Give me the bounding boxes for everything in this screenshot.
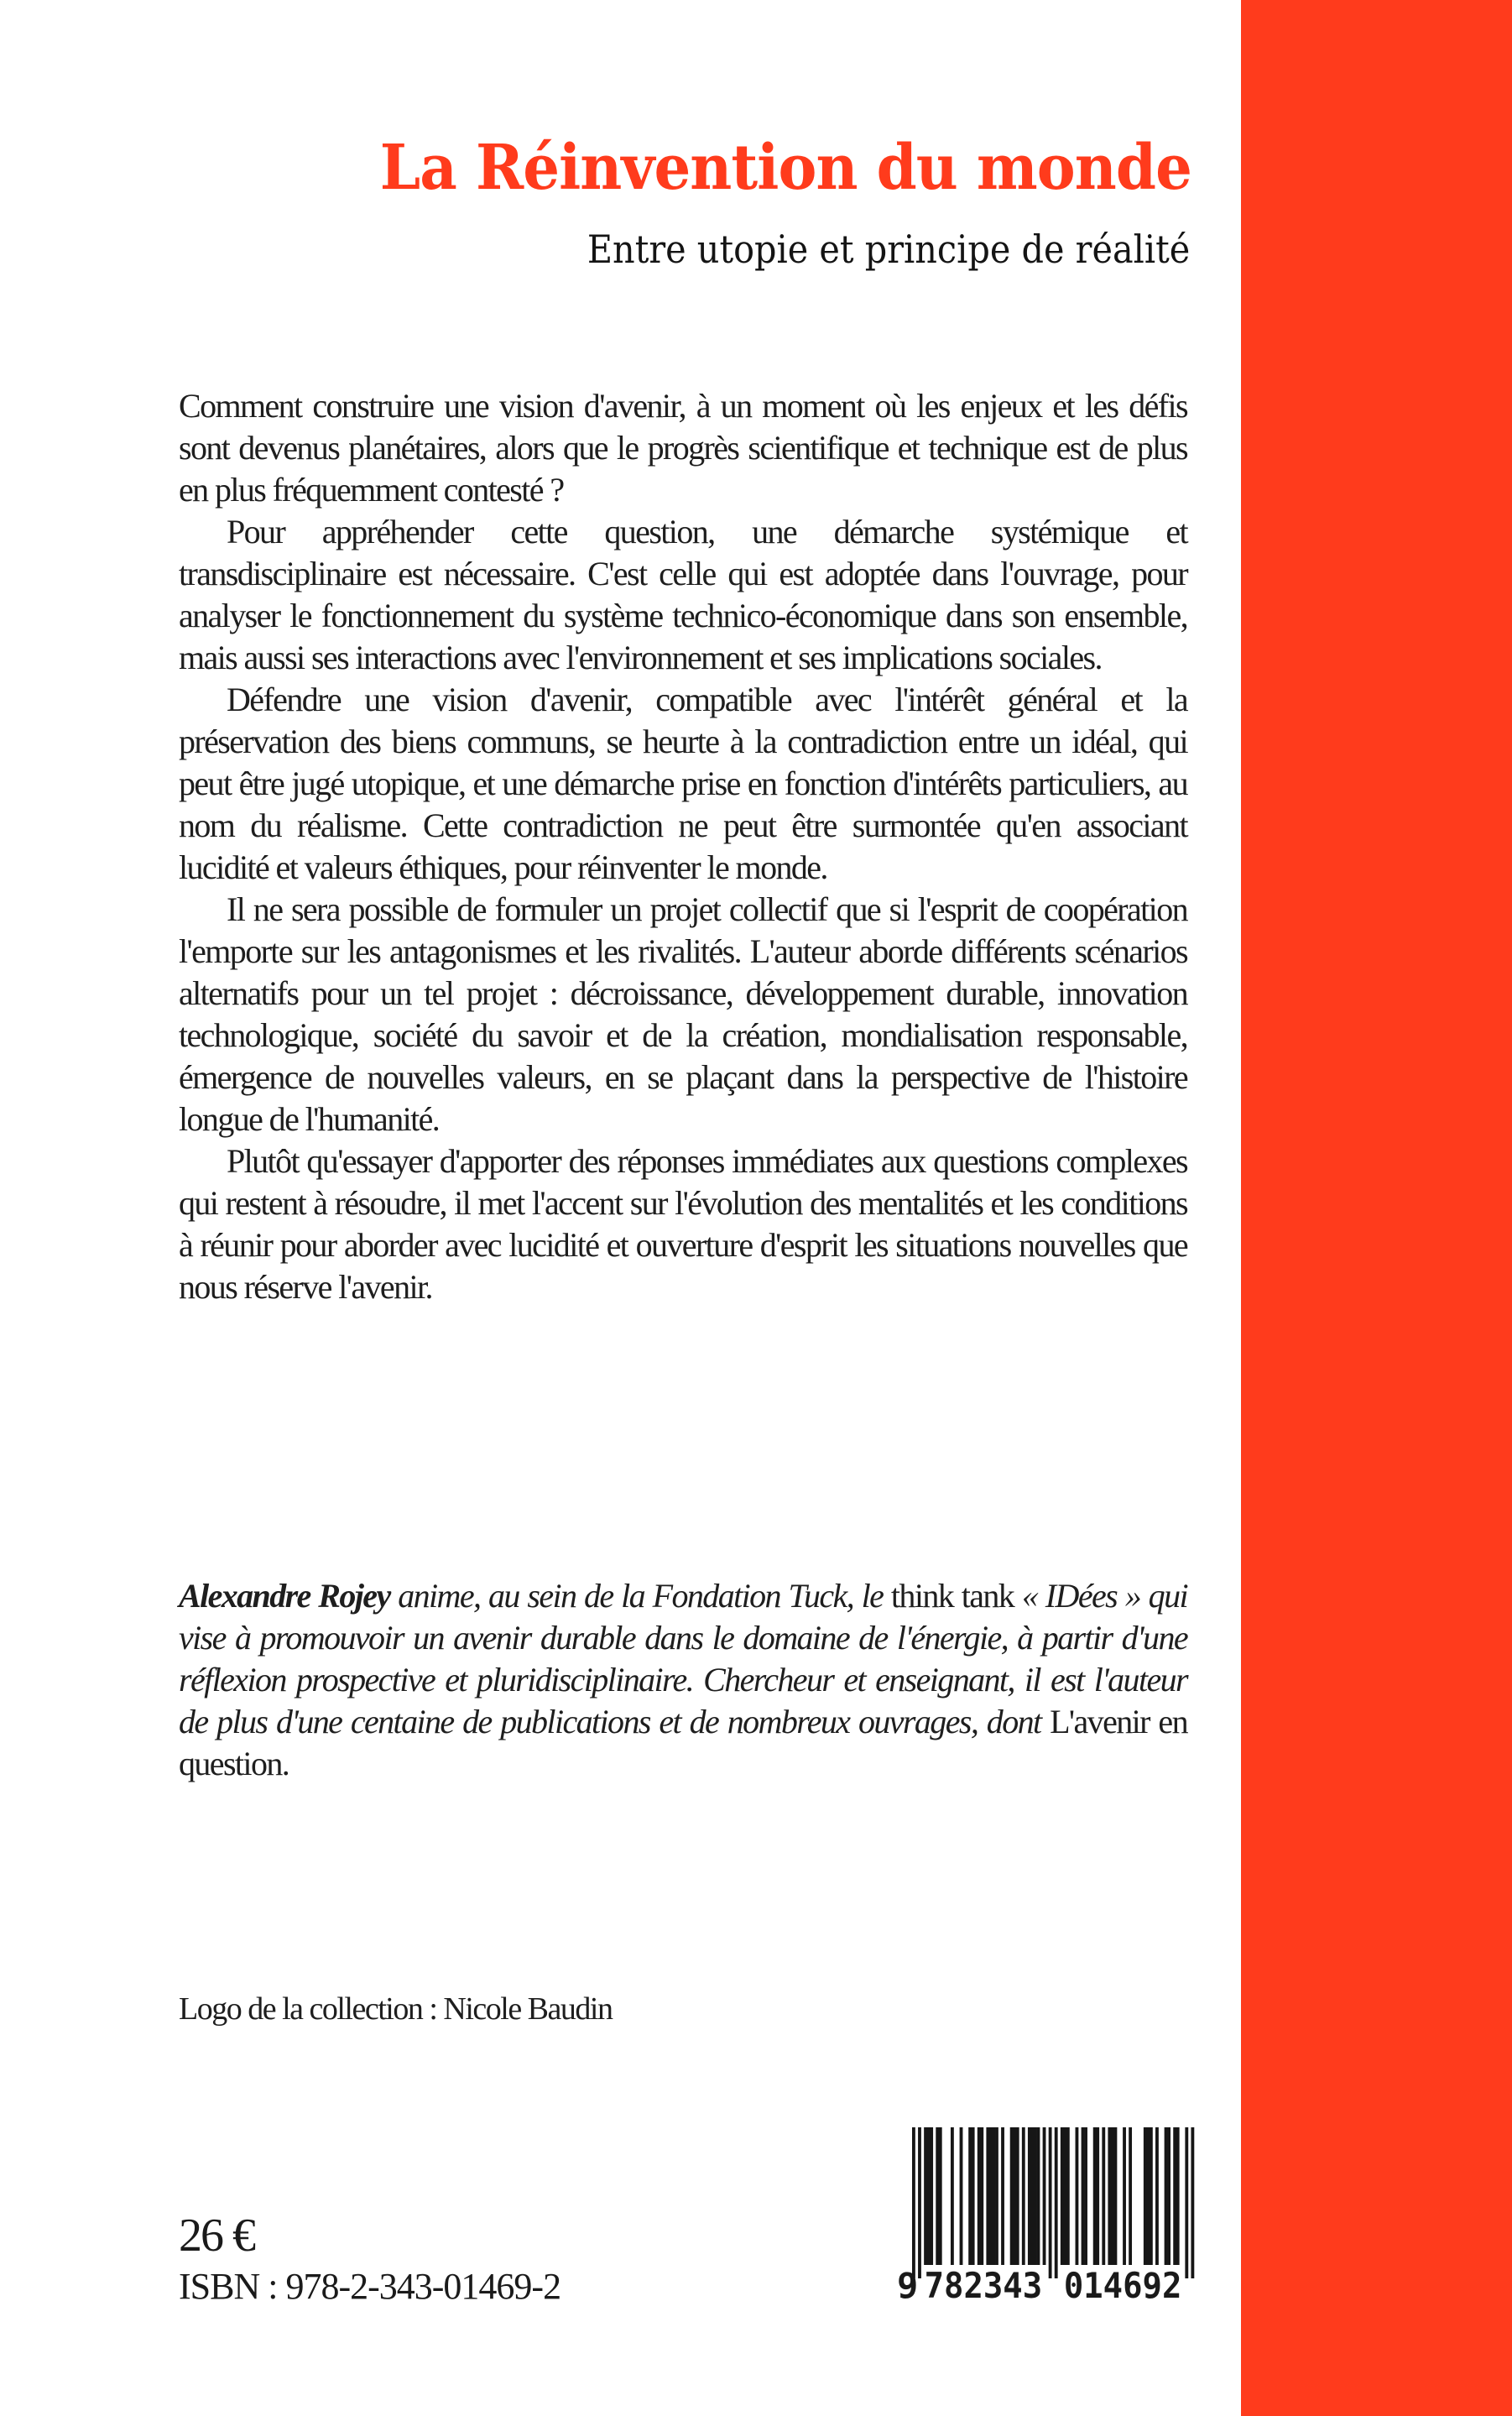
author-bio (179, 1575, 1187, 1785)
description-paragraph-2: Pour appréhender cette question, une démarche systémique et transdisciplinaire est nécessaire. C'est celle qui est adoptée dans l'ouvrage, pour analyser le fonctionnement du système technico-économique dans son ensemble, mais aussi ses interactions avec l'environnement et ses implications sociales. (179, 513, 1187, 676)
bio-think-tank: think tank (890, 1577, 1014, 1615)
svg-text:014692: 014692 (1063, 2265, 1182, 2304)
isbn: ISBN : 978-2-343-01469-2 (179, 2266, 561, 2307)
book-subtitle: Entre utopie et principe de réalité (587, 227, 1190, 272)
book-title: La Réinvention du monde (379, 132, 1191, 204)
svg-text:9: 9 (897, 2265, 919, 2304)
svg-text:782343: 782343 (924, 2265, 1043, 2304)
red-side-band (1241, 0, 1512, 2416)
price: 26 € (179, 2210, 254, 2262)
bio-text-end: . (281, 1745, 289, 1782)
book-description (179, 385, 1187, 1308)
description-paragraph-1: Comment construire une vision d'avenir, à un moment où les enjeux et les défis sont devenus planétaires, alors que le progrès scientifique et technique est de plus en plus fréquemment contesté ? (179, 387, 1187, 509)
description-paragraph-3: Défendre une vision d'avenir, compatible avec l'intérêt général et la préservation des biens communs, se heurte à la contradiction entre un idéal, qui peut être jugé utopique, et une démarche prise en fonction d'intérêts particuliers, au nom du réalisme. Cette contradiction ne peut être surmontée qu'en associant lucidité et valeurs éthiques, pour réinventer le monde. (179, 681, 1187, 886)
bio-text-1: anime, au sein de la Fondation Tuck, le (389, 1577, 891, 1615)
ean13-barcode (894, 2123, 1198, 2304)
bio-text-2: « IDées » qui vise à promouvoir un avenir durable dans le domaine de l'énergie, à partir d'une réflexion prospective et pluridisciplinaire. Chercheur et enseignant, il est l'auteur de plus d'une centaine de publications et de nombreux ouvrages, dont (179, 1577, 1187, 1740)
logo-credit: Logo de la collection : Nicole Baudin (179, 1991, 613, 2027)
description-paragraph-4: Il ne sera possible de formuler un projet collectif que si l'esprit de coopération l'emporte sur les antagonismes et les rivalités. L'auteur aborde différents scénarios alternatifs pour un tel projet : décroissance, développement durable, innovation technologique, société du savoir et de la création, mondialisation responsable, émergence de nouvelles valeurs, en se plaçant dans la perspective de l'histoire longue de l'humanité. (179, 890, 1187, 1138)
description-paragraph-5: Plutôt qu'essayer d'apporter des réponses immédiates aux questions complexes qui restent à résoudre, il met l'accent sur l'évolution des mentalités et les conditions à réunir pour aborder avec lucidité et ouverture d'esprit les situations nouvelles que nous réserve l'avenir. (179, 1142, 1187, 1306)
barcode-bars-icon (894, 2123, 1198, 2304)
author-name: Alexandre Rojey (179, 1577, 390, 1615)
author-bio-paragraph (179, 1575, 1187, 1785)
bio-book-title: L'avenir en question (179, 1703, 1187, 1782)
